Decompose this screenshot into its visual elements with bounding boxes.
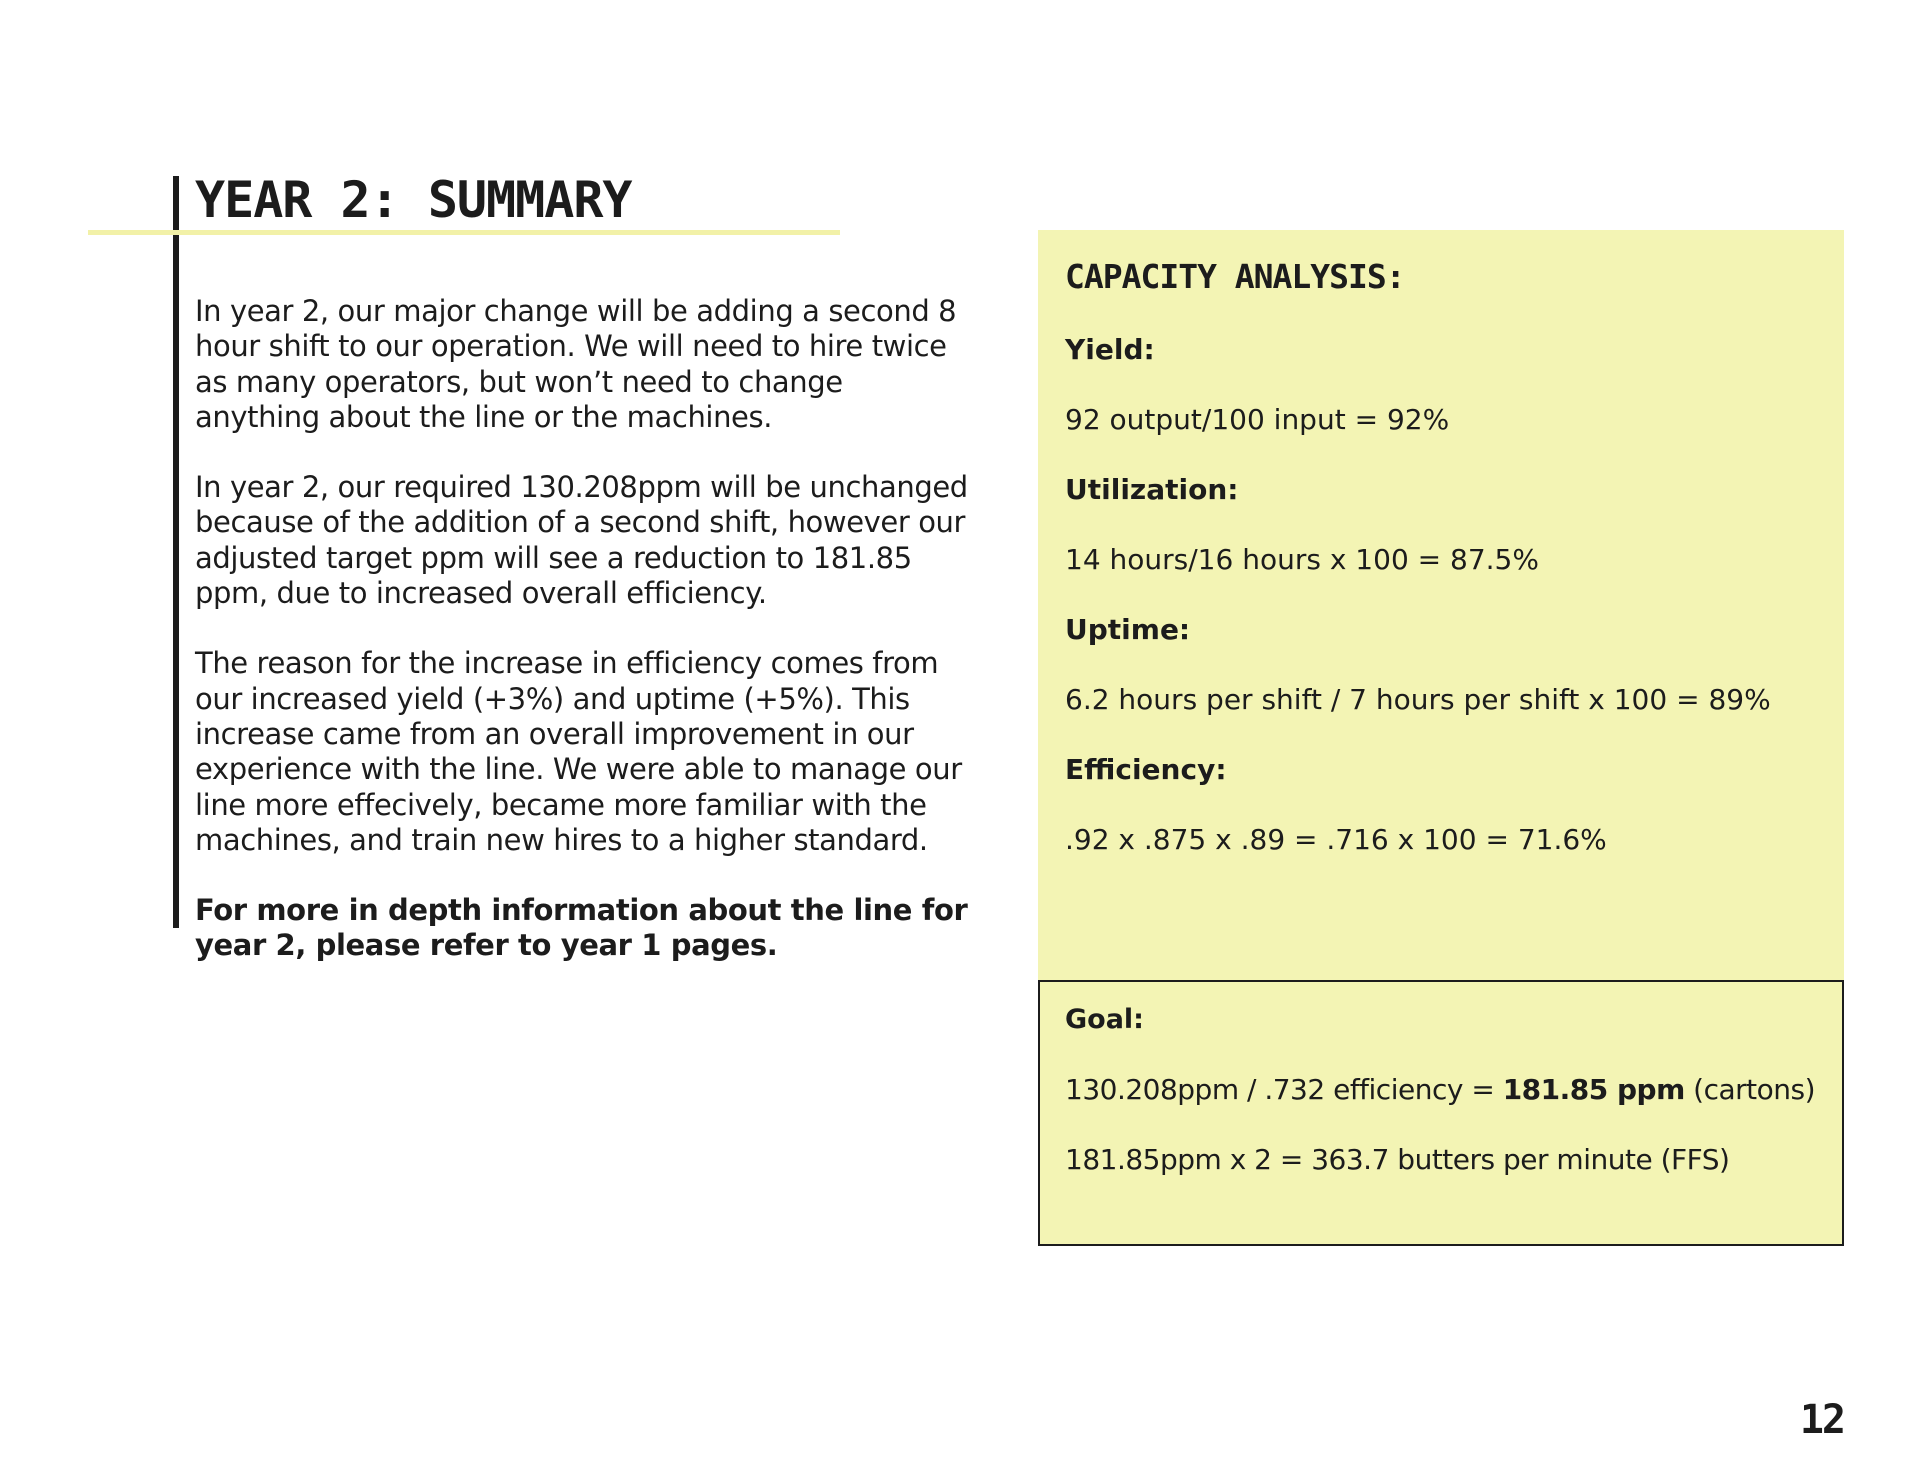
summary-paragraph-1: In year 2, our major change will be adding a second 8 hour shift to our operation. We will need to hire twice as many operators, but won’t need to change anything about the line or the machines. <box>195 294 957 434</box>
metrics-list <box>1065 330 1825 890</box>
efficiency-formula: .92 x .875 x .89 = .716 x 100 = 71.6% <box>1065 823 1607 856</box>
efficiency-label: Efficiency: <box>1065 753 1227 786</box>
summary-paragraph-2: In year 2, our required 130.208ppm will be unchanged because of the addition of a second shift, however our adjusted target ppm will see a reduction to 181.85 ppm, due to increased overall efficiency. <box>195 470 968 611</box>
uptime-formula: 6.2 hours per shift / 7 hours per shift x 100 = 89% <box>1065 683 1771 716</box>
page-title: YEAR 2: SUMMARY <box>195 171 632 229</box>
reference-note: For more in depth information about the line for year 2, please refer to year 1 pages. <box>195 893 968 963</box>
goal-target-value: 181.85 ppm <box>1502 1073 1685 1106</box>
goal-target-suffix: (cartons) <box>1684 1073 1816 1106</box>
summary-paragraph-3: The reason for the increase in efficiency comes from our increased yield (+3%) and uptime (+5%). This increase came from an overall improvement in our experience with the line. We were able to manage our line more effecively, became more familiar with the machines, and train new hires to a higher standard. <box>195 646 962 857</box>
goal-butters-per-minute: 181.85ppm x 2 = 363.7 butters per minute (FFS) <box>1065 1143 1730 1176</box>
goal-target-ppm <box>1065 1070 1835 1140</box>
goal-target-prefix: 130.208ppm / .732 efficiency = <box>1065 1073 1503 1106</box>
uptime-label: Uptime: <box>1065 613 1191 646</box>
page-number: 12 <box>1799 1397 1844 1443</box>
utilization-label: Utilization: <box>1065 473 1239 506</box>
title-accent-bar <box>173 176 179 928</box>
capacity-analysis-heading: CAPACITY ANALYSIS: <box>1065 257 1405 296</box>
yield-formula: 92 output/100 input = 92% <box>1065 403 1450 436</box>
goal-label: Goal: <box>1065 1004 1144 1035</box>
goal-box <box>1038 980 1844 1246</box>
yield-label: Yield: <box>1065 333 1155 366</box>
title-underline <box>88 230 840 235</box>
utilization-formula: 14 hours/16 hours x 100 = 87.5% <box>1065 543 1539 576</box>
summary-section <box>195 294 975 999</box>
goal-content <box>1065 1000 1835 1210</box>
